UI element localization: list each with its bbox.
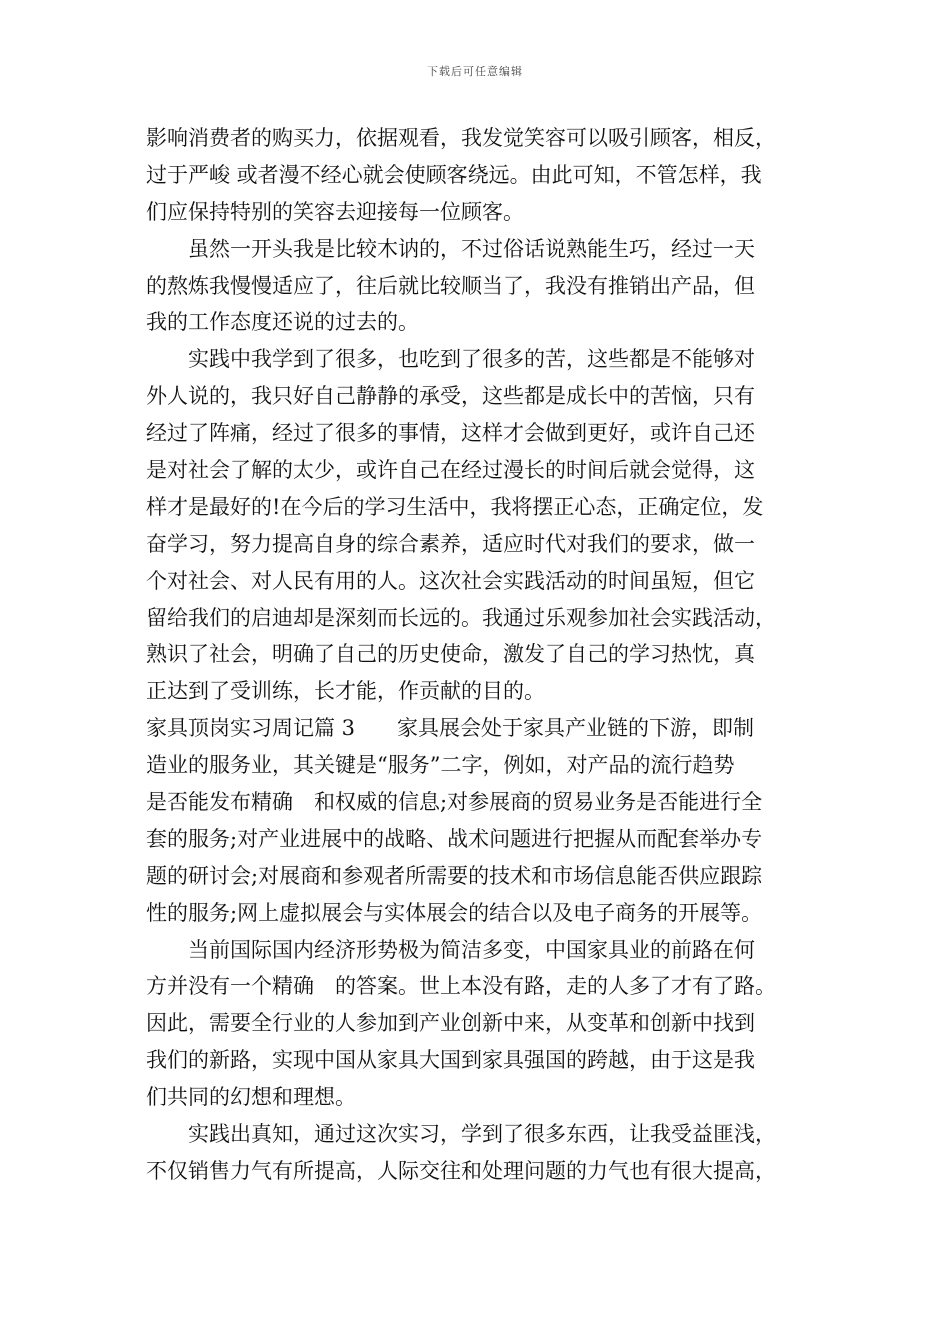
text-line: 实践中我学到了很多，也吃到了很多的苦，这些都是不能够对 bbox=[146, 347, 755, 372]
text-line: 性的服务;网上虚拟展会与实体展会的结合以及电子商务的开展等。 bbox=[146, 900, 763, 925]
text-line: 因此，需要全行业的人参加到产业创新中来，从变革和创新中找到 bbox=[146, 1011, 755, 1036]
text-line: 外人说的，我只好自己静静的承受，这些都是成长中的苦恼，只有 bbox=[146, 384, 755, 409]
text-line: 的熬炼我慢慢适应了，往后就比较顺当了，我没有推销出产品，但 bbox=[146, 273, 755, 298]
text-line: 们应保持特别的笑容去迎接每一位顾客。 bbox=[146, 199, 524, 224]
text-line: 留给我们的启迪却是深刻而长远的。我通过乐观参加社会实践活动， bbox=[146, 605, 776, 630]
text-line: 熟识了社会，明确了自己的历史使命，激发了自己的学习热忱，真 bbox=[146, 642, 755, 667]
text-line: 家具顶岗实习周记篇 3 家具展会处于家具产业链的下游，即制 bbox=[146, 716, 755, 741]
text-line: 造业的服务业，其关键是“服务”二字，例如，对产品的流行趋势 bbox=[146, 753, 735, 778]
text-line: 当前国际国内经济形势极为简洁多变，中国家具业的前路在何 bbox=[146, 937, 755, 962]
text-line: 影响消费者的购买力，依据观看，我发觉笑容可以吸引顾客，相反， bbox=[146, 126, 776, 150]
text-line: 不仅销售力气有所提高，人际交往和处理问题的力气也有很大提高， bbox=[146, 1158, 776, 1183]
header-note: 下载后可任意编辑 bbox=[427, 65, 523, 78]
text-line: 题的研讨会;对展商和参观者所需要的技术和市场信息能否供应跟踪 bbox=[146, 863, 763, 888]
text-line: 是对社会了解的太少，或许自己在经过漫长的时间后就会觉得，这 bbox=[146, 458, 755, 483]
text-line: 套的服务;对产业进展中的战略、战术问题进行把握从而配套举办专 bbox=[146, 826, 763, 851]
body-text bbox=[146, 120, 826, 1190]
text-line: 我的工作态度还说的过去的。 bbox=[146, 310, 419, 335]
text-line: 样才是最好的!在今后的学习生活中，我将摆正心态，正确定位，发 bbox=[146, 494, 764, 519]
text-line: 们共同的幻想和理想。 bbox=[146, 1085, 356, 1110]
text-line: 是否能发布精确 和权威的信息;对参展商的贸易业务是否能进行全 bbox=[146, 790, 763, 815]
text-line: 我们的新路，实现中国从家具大国到家具强国的跨越，由于这是我 bbox=[146, 1048, 755, 1073]
text-line: 个对社会、对人民有用的人。这次社会实践活动的时间虽短，但它 bbox=[146, 568, 755, 593]
text-line: 虽然一开头我是比较木讷的，不过俗话说熟能生巧，经过一天 bbox=[146, 236, 755, 261]
text-line: 正达到了受训练，长才能，作贡献的目的。 bbox=[146, 679, 545, 704]
text-line: 方并没有一个精确 的答案。世上本没有路，走的人多了才有了路。 bbox=[146, 974, 776, 999]
text-line: 经过了阵痛，经过了很多的事情，这样才会做到更好，或许自己还 bbox=[146, 421, 755, 446]
text-line: 实践出真知，通过这次实习，学到了很多东西，让我受益匪浅， bbox=[146, 1122, 776, 1147]
text-line: 过于严峻 或者漫不经心就会使顾客绕远。由此可知，不管怎样，我 bbox=[146, 162, 762, 187]
text-line: 奋学习，努力提高自身的综合素养，适应时代对我们的要求，做一 bbox=[146, 531, 755, 556]
